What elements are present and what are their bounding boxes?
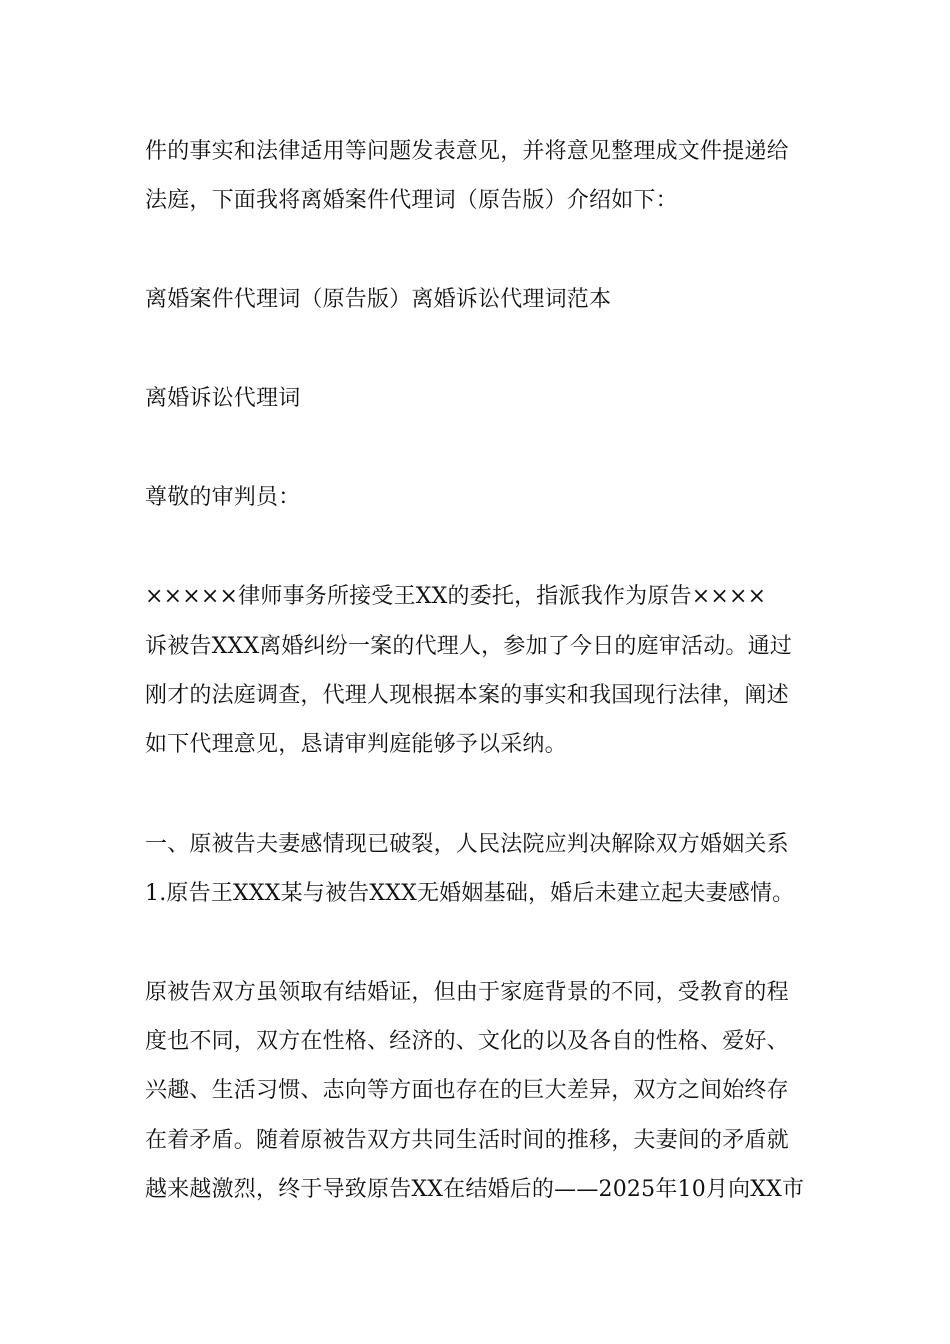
body-text-line: 兴趣、生活习惯、志向等方面也存在的巨大差异，双方之间始终存	[145, 1078, 789, 1103]
point-heading: 一、原被告夫妻感情现已破裂，人民法院应判决解除双方婚姻关系	[145, 832, 789, 857]
body-text-line: 原被告双方虽领取有结婚证，但由于家庭背景的不同，受教育的程	[145, 980, 789, 1005]
sub-point-heading: 1.原告王XXX某与被告XXX无婚姻基础，婚后未建立起夫妻感情。	[145, 881, 795, 906]
body-text-line: ×××××律师事务所接受王XX的委托，指派我作为原告××××	[145, 584, 767, 609]
section-heading: 离婚案件代理词（原告版）离婚诉讼代理词范本	[145, 287, 612, 312]
document-title: 离婚诉讼代理词	[145, 386, 301, 411]
body-text-line: 诉被告XXX离婚纠纷一案的代理人，参加了今日的庭审活动。通过	[145, 634, 792, 659]
body-text-line: 越来越激烈，终于导致原告XX在结婚后的——2025年10月向XX市	[145, 1177, 805, 1202]
body-text-line: 在着矛盾。随着原被告双方共同生活时间的推移，夫妻间的矛盾就	[145, 1128, 789, 1153]
body-text-line: 刚才的法庭调查，代理人现根据本案的事实和我国现行法律，阐述	[145, 683, 789, 708]
body-text-line: 如下代理意见，恳请审判庭能够予以采纳。	[145, 732, 567, 757]
body-text-line: 度也不同，双方在性格、经济的、文化的以及各自的性格、爱好、	[145, 1029, 789, 1054]
body-text-line: 件的事实和法律适用等问题发表意见，并将意见整理成文件提递给	[145, 139, 789, 164]
salutation: 尊敬的审判员：	[145, 485, 301, 510]
body-text-line: 法庭，下面我将离婚案件代理词（原告版）介绍如下：	[145, 188, 678, 213]
